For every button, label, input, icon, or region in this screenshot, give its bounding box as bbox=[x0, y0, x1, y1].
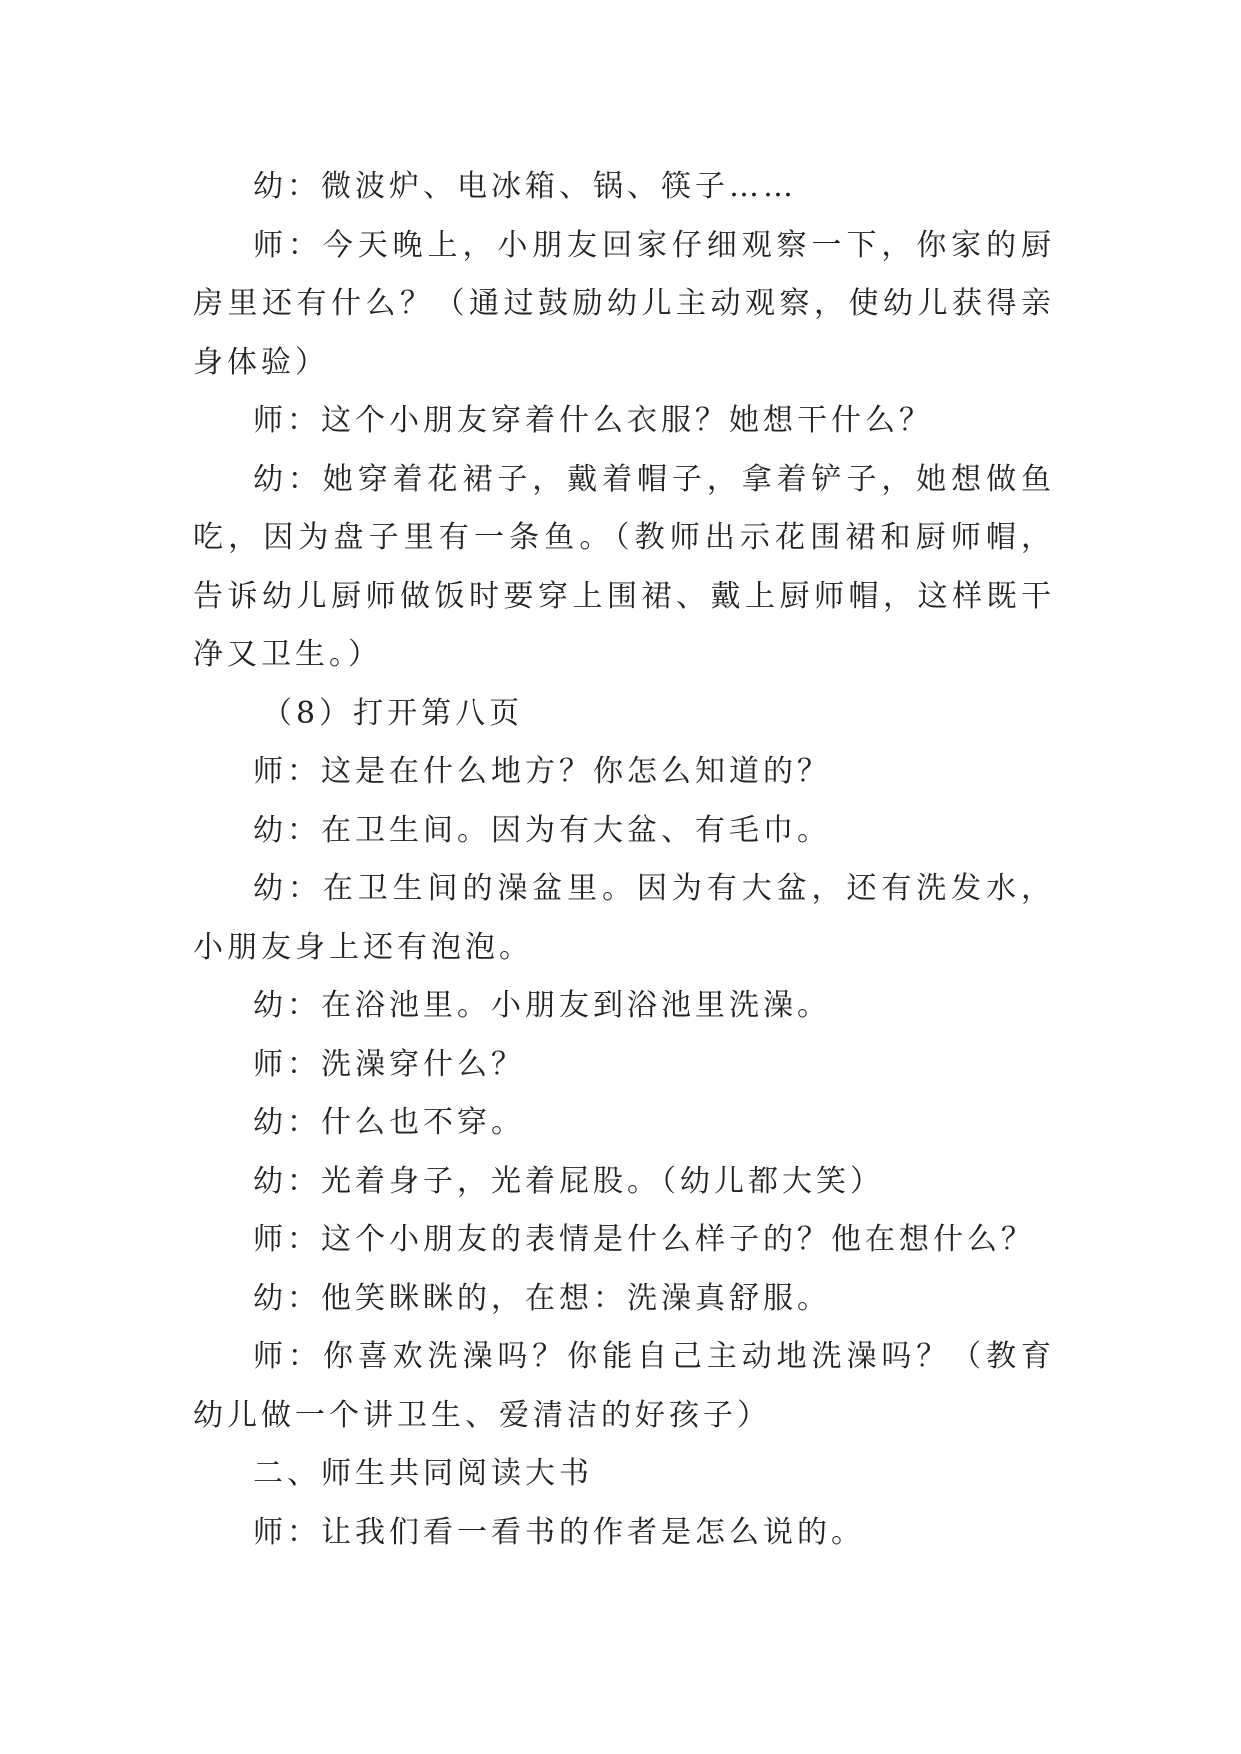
paragraph-6: 师：这是在什么地方？你怎么知道的？ bbox=[253, 754, 831, 789]
section-heading-page-8: （8）打开第八页 bbox=[262, 695, 524, 731]
paragraph-2: 师：今天晚上，小朋友回家仔细观察一下，你家的厨房里还有什么？（通过鼓励幼儿主动观察，使幼儿获得亲身体验） bbox=[193, 227, 1055, 380]
paragraph-15: 师：你喜欢洗澡吗？你能自己主动地洗澡吗？（教育幼儿做一个讲卫生、爱清洁的好孩子） bbox=[193, 1339, 1055, 1433]
paragraph-7: 幼：在卫生间。因为有大盆、有毛巾。 bbox=[253, 812, 831, 848]
paragraph-10: 师：洗澡穿什么？ bbox=[253, 1046, 525, 1082]
paragraph-12: 幼：光着身子，光着屁股。（幼儿都大笑） bbox=[253, 1163, 884, 1199]
section-heading-read-together: 二、师生共同阅读大书 bbox=[253, 1456, 593, 1491]
paragraph-4: 幼：她穿着花裙子，戴着帽子，拿着铲子，她想做鱼吃，因为盘子里有一条鱼。（教师出示花围裙和厨师帽，告诉幼儿厨师做饭时要穿上围裙、戴上厨师帽，这样既干净又卫生。） bbox=[193, 461, 1055, 672]
paragraph-11: 幼：什么也不穿。 bbox=[253, 1105, 525, 1140]
paragraph-17: 师：让我们看一看书的作者是怎么说的。 bbox=[253, 1514, 865, 1550]
paragraph-8: 幼：在卫生间的澡盆里。因为有大盆，还有洗发水，小朋友身上还有泡泡。 bbox=[193, 871, 1055, 965]
paragraph-9: 幼：在浴池里。小朋友到浴池里洗澡。 bbox=[253, 988, 831, 1023]
document-body bbox=[193, 158, 1055, 1562]
paragraph-14: 幼：他笑眯眯的，在想：洗澡真舒服。 bbox=[253, 1280, 831, 1316]
paragraph-13: 师：这个小朋友的表情是什么样子的？他在想什么？ bbox=[253, 1222, 1035, 1257]
paragraph-1: 幼：微波炉、电冰箱、锅、筷子…… bbox=[253, 169, 797, 204]
paragraph-3: 师：这个小朋友穿着什么衣服？她想干什么？ bbox=[253, 403, 933, 438]
